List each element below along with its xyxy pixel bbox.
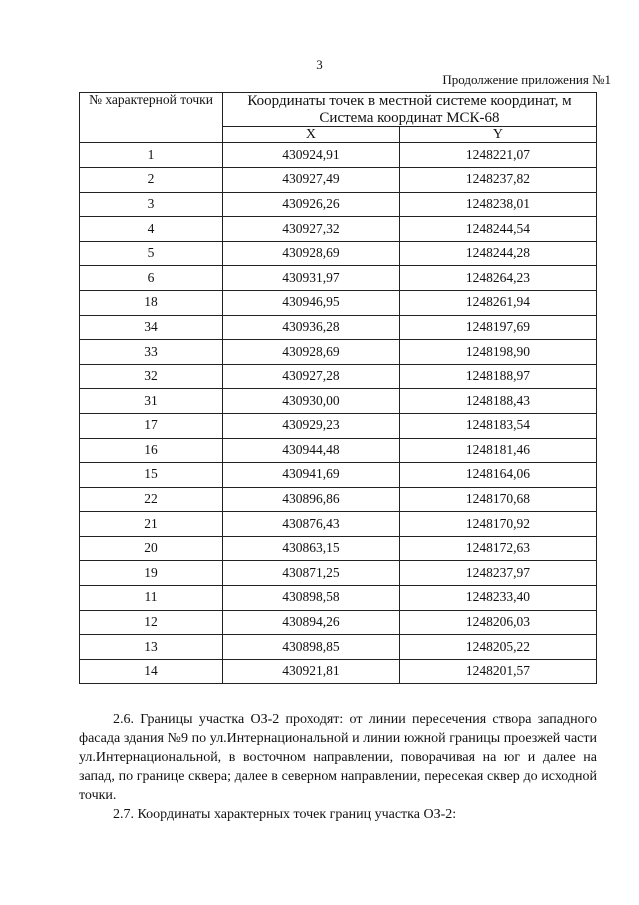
header-x: X bbox=[223, 127, 400, 143]
paragraph-2-7: 2.7. Координаты характерных точек границ участка ОЗ-2: bbox=[113, 807, 457, 822]
cell-point: 12 bbox=[80, 610, 223, 635]
cell-y: 1248197,69 bbox=[399, 315, 596, 340]
cell-y: 1248205,22 bbox=[399, 635, 596, 660]
cell-y: 1248170,68 bbox=[399, 487, 596, 512]
cell-x: 430928,69 bbox=[223, 340, 400, 365]
cell-x: 430921,81 bbox=[223, 659, 400, 684]
cell-y: 1248188,97 bbox=[399, 364, 596, 389]
cell-y: 1248237,97 bbox=[399, 561, 596, 586]
cell-x: 430927,49 bbox=[223, 167, 400, 192]
header-coordinates-line2: Система координат МСК-68 bbox=[319, 109, 500, 126]
cell-y: 1248221,07 bbox=[399, 143, 596, 168]
cell-y: 1248183,54 bbox=[399, 413, 596, 438]
page-number: 3 bbox=[316, 57, 323, 72]
cell-y: 1248238,01 bbox=[399, 192, 596, 217]
table-row bbox=[80, 143, 597, 168]
cell-point: 1 bbox=[80, 143, 223, 168]
cell-y: 1248264,23 bbox=[399, 266, 596, 291]
cell-y: 1248172,63 bbox=[399, 536, 596, 561]
table-row bbox=[80, 610, 597, 635]
cell-y: 1248237,82 bbox=[399, 167, 596, 192]
cell-point: 14 bbox=[80, 659, 223, 684]
cell-point: 21 bbox=[80, 512, 223, 537]
cell-y: 1248170,92 bbox=[399, 512, 596, 537]
cell-x: 430876,43 bbox=[223, 512, 400, 537]
table-row bbox=[80, 315, 597, 340]
cell-point: 2 bbox=[80, 167, 223, 192]
header-coordinates-line1: Координаты точек в местной системе координат, м bbox=[247, 93, 572, 109]
cell-y: 1248201,57 bbox=[399, 659, 596, 684]
table-row bbox=[80, 463, 597, 488]
cell-y: 1248181,46 bbox=[399, 438, 596, 463]
table-row bbox=[80, 586, 597, 611]
cell-point: 4 bbox=[80, 217, 223, 242]
table-row bbox=[80, 512, 597, 537]
cell-point: 22 bbox=[80, 487, 223, 512]
cell-x: 430926,26 bbox=[223, 192, 400, 217]
cell-x: 430929,23 bbox=[223, 413, 400, 438]
cell-x: 430936,28 bbox=[223, 315, 400, 340]
table-row bbox=[80, 266, 597, 291]
cell-y: 1248233,40 bbox=[399, 586, 596, 611]
table-row bbox=[80, 389, 597, 414]
cell-y: 1248244,28 bbox=[399, 241, 596, 266]
cell-x: 430941,69 bbox=[223, 463, 400, 488]
cell-point: 19 bbox=[80, 561, 223, 586]
table-row bbox=[80, 659, 597, 684]
cell-y: 1248244,54 bbox=[399, 217, 596, 242]
cell-x: 430896,86 bbox=[223, 487, 400, 512]
body-text bbox=[79, 710, 597, 824]
table-row bbox=[80, 561, 597, 586]
table-row bbox=[80, 487, 597, 512]
cell-y: 1248206,03 bbox=[399, 610, 596, 635]
table-row bbox=[80, 290, 597, 315]
cell-y: 1248198,90 bbox=[399, 340, 596, 365]
cell-point: 31 bbox=[80, 389, 223, 414]
cell-point: 5 bbox=[80, 241, 223, 266]
cell-x: 430931,97 bbox=[223, 266, 400, 291]
cell-x: 430894,26 bbox=[223, 610, 400, 635]
paragraph-2-6: 2.6. Границы участка ОЗ-2 проходят: от линии пересечения створа западного фасада здания №9 по ул.Интернациональной и линии южной границы проезжей части ул.Интернациональной, в восточном направлении, поворачивая на юг и далее на запад, по границе сквера; далее в северном направлении, пересекая сквер до исходной точки. bbox=[79, 712, 597, 803]
table-body bbox=[80, 143, 597, 684]
header-coordinates bbox=[223, 93, 597, 127]
cell-x: 430898,58 bbox=[223, 586, 400, 611]
table-row bbox=[80, 192, 597, 217]
appendix-label: Продолжение приложения №1 bbox=[442, 72, 611, 87]
cell-point: 34 bbox=[80, 315, 223, 340]
cell-point: 32 bbox=[80, 364, 223, 389]
table-row bbox=[80, 438, 597, 463]
cell-point: 18 bbox=[80, 290, 223, 315]
table-row bbox=[80, 241, 597, 266]
cell-x: 430924,91 bbox=[223, 143, 400, 168]
table-row bbox=[80, 536, 597, 561]
cell-x: 430927,32 bbox=[223, 217, 400, 242]
cell-point: 16 bbox=[80, 438, 223, 463]
cell-point: 11 bbox=[80, 586, 223, 611]
table-row bbox=[80, 167, 597, 192]
cell-point: 6 bbox=[80, 266, 223, 291]
table-row bbox=[80, 364, 597, 389]
cell-y: 1248261,94 bbox=[399, 290, 596, 315]
coordinates-table bbox=[79, 92, 597, 684]
header-y: Y bbox=[399, 127, 596, 143]
cell-y: 1248164,06 bbox=[399, 463, 596, 488]
cell-x: 430928,69 bbox=[223, 241, 400, 266]
table-row bbox=[80, 217, 597, 242]
table-row bbox=[80, 635, 597, 660]
header-point-number: № характерной точки bbox=[80, 93, 223, 143]
cell-x: 430927,28 bbox=[223, 364, 400, 389]
cell-x: 430863,15 bbox=[223, 536, 400, 561]
cell-x: 430944,48 bbox=[223, 438, 400, 463]
cell-point: 15 bbox=[80, 463, 223, 488]
cell-x: 430898,85 bbox=[223, 635, 400, 660]
cell-point: 33 bbox=[80, 340, 223, 365]
cell-point: 3 bbox=[80, 192, 223, 217]
cell-x: 430946,95 bbox=[223, 290, 400, 315]
cell-point: 20 bbox=[80, 536, 223, 561]
cell-point: 13 bbox=[80, 635, 223, 660]
cell-x: 430930,00 bbox=[223, 389, 400, 414]
cell-y: 1248188,43 bbox=[399, 389, 596, 414]
cell-point: 17 bbox=[80, 413, 223, 438]
table-row bbox=[80, 340, 597, 365]
cell-x: 430871,25 bbox=[223, 561, 400, 586]
table-row bbox=[80, 413, 597, 438]
